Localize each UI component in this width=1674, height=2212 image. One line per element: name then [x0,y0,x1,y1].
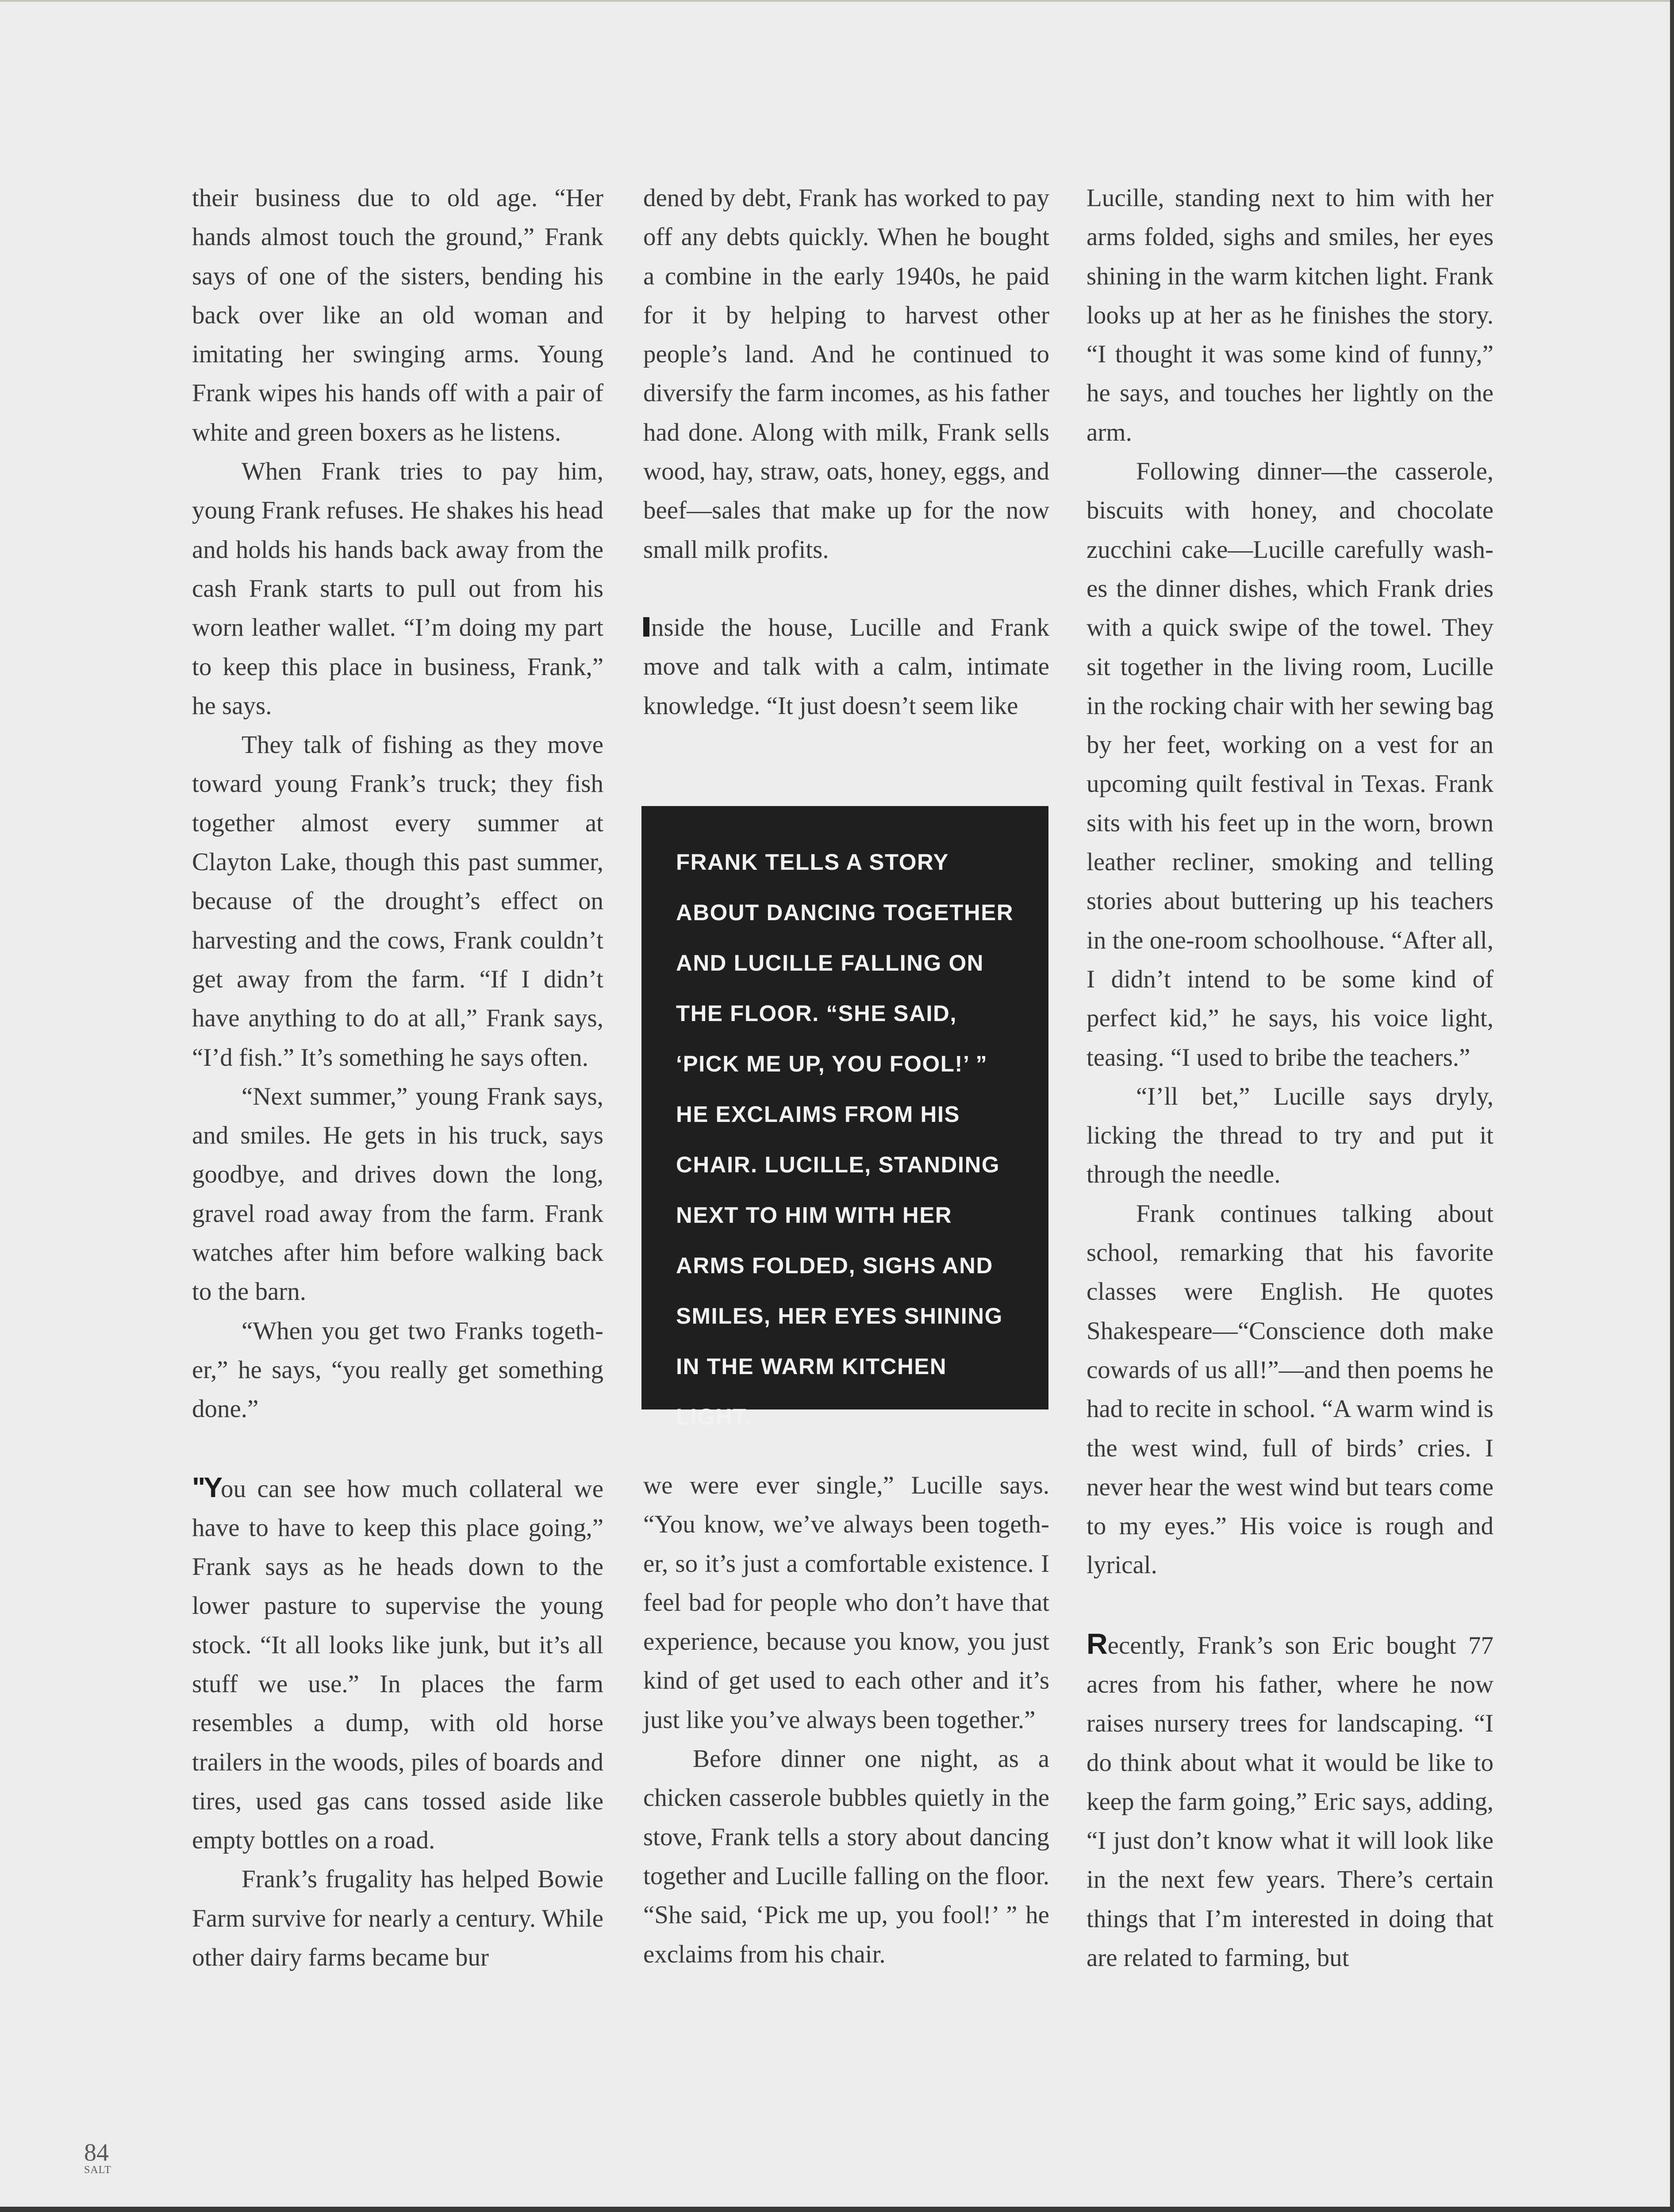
paragraph-text: ecently, Frank’s son Eric bought 77 acres from his father, where he now raises nursery trees for landscaping. “I do think about what it would be like to keep the farm going,” Eric says, adding, “I just don’t know what it will look like in the next few years. There’s certain things that I’m interested in doing that are related to farming, but [1087,1631,1494,1972]
article-column-2 [643,179,1049,726]
paragraph-text: ou can see how much collateral we have to have to keep this place going,” Frank says as he heads down to the lower pasture to supervise the young stock. “It all looks like junk, but it’s all stuff we use.” In places the farm resembles a dump, with old horse trailers in the woods, piles of boards and tires, used gas cans tossed aside like empty bottles on a road. [192,1475,603,1855]
drop-cap [643,617,649,637]
paragraph: we were ever single,” Lucille says. “You know, we’ve always been together, so it’s just a comfortable existence. I feel bad for people who don’t have that experience, because you know, you just kind of get used to each other and it’s just like you’ve always been together.” [643,1471,1049,1734]
paragraph: “Next summer,” young Frank says, and smiles. He gets in his truck, says goodbye, and drives down the long, gravel road away from the farm. Frank watches after him before walking back to the barn. [192,1082,603,1306]
page-number: 84 [84,2139,109,2166]
paragraph: Frank continues talking about school, remarking that his favorite classes were English. He quotes Shakespeare—“Conscience doth make cowards of us all!”—and then poems he had to recite in school. “A warm wind is the west wind, full of birds’ cries. I never hear the west wind but tears come to my eyes.” His voice is rough and lyrical. [1087,1199,1494,1579]
pull-quote [641,806,1048,1429]
paragraph: “I’ll bet,” Lucille says dryly, licking the thread to try and put it through the needle. [1087,1082,1494,1189]
paragraph: “When you get two Franks together,” he says, “you really get something done.” [192,1317,603,1423]
article-column-3 [1087,179,1494,1978]
drop-cap: "Y [192,1471,221,1503]
paragraph: Frank’s frugality has helped Bowie Farm survive for nearly a century. While other dairy farms became bur [192,1865,603,1972]
magazine-name: SALT [84,2164,111,2176]
section-opening-paragraph [643,608,1049,726]
drop-cap: R [1087,1627,1108,1660]
page-bottom-edge [0,2207,1674,2212]
article-column-2-continued [643,1466,1049,1974]
page-right-edge [1670,0,1674,2212]
pull-quote-text: FRANK TELLS A STORY ABOUT DANCING TOGETHER AND LUCILLE FALLING ON THE FLOOR. “SHE SAID, ‘PICK ME UP, YOU FOOL!’ ” HE EXCLAIMS FROM HIS CHAIR. LUCILLE, STANDING NEXT TO HIM WITH HER ARMS FOLDED, SIGHS AND SMILES, HER EYES SHINING IN THE WARM KITCHEN LIGHT. [676,849,1014,1429]
paragraph: They talk of fishing as they move toward young Frank’s truck; they fish together almost every summer at Clayton Lake, though this past summer, because of the drought’s effect on harvesting and the cows, Frank couldn’t get away from the farm. “If I didn’t have anything to do at all,” Frank says, “I’d fish.” It’s something he says often. [192,731,603,1071]
page-top-edge [0,0,1674,2]
paragraph: Before dinner one night, as a chicken casserole bubbles quietly in the stove, Frank tells a story about dancing together and Lucille falling on the floor. “She said, ‘Pick me up, you fool!’ ” he exclaims from his chair. [643,1745,1049,1968]
paragraph-text: nside the house, Lucille and Frank move and talk with a calm, intimate knowledge. “It just doesn’t seem like [643,613,1049,720]
paragraph: When Frank tries to pay him, young Frank refuses. He shakes his head and holds his hands back away from the cash Frank starts to pull out from his worn leather wallet. “I’m doing my part to keep this place in business, Frank,” he says. [192,457,603,720]
paragraph: their business due to old age. “Her hands almost touch the ground,” Frank says of one of the sisters, bending his back over like an old woman and imitating her swinging arms. Young Frank wipes his hands off with a pair of white and green boxers as he listens. [192,184,603,446]
paragraph: Following dinner—the casserole, biscuits with honey, and chocolate zucchini cake—Lucille carefully washes the dinner dishes, which Frank dries with a quick swipe of the towel. They sit together in the living room, Lucille in the rocking chair with her sewing bag by her feet, working on a vest for an upcoming quilt festival in Texas. Frank sits with his feet up in the worn, brown leather recliner, smoking and telling stories about buttering up his teachers in the one-room schoolhouse. “After all, I didn’t intend to be some kind of perfect kid,” he says, his voice light, teasing. “I used to bribe the teachers.” [1087,457,1494,1071]
section-opening-paragraph [192,1468,603,1860]
article-column-1 [192,179,603,1977]
section-opening-paragraph [1087,1624,1494,1978]
paragraph: dened by debt, Frank has worked to pay off any debts quickly. When he bought a combine in the early 1940s, he paid for it by helping to harvest other people’s land. And he continued to diversify the farm incomes, as his father had done. Along with milk, Frank sells wood, hay, straw, oats, honey, eggs, and beef—sales that make up for the now small milk profits. [643,184,1049,564]
folio [84,2141,111,2176]
paragraph: Lucille, standing next to him with her arms folded, sighs and smiles, her eyes shining in the warm kitchen light. Frank looks up at her as he finishes the story. “I thought it was some kind of funny,” he says, and touches her lightly on the arm. [1087,184,1494,446]
